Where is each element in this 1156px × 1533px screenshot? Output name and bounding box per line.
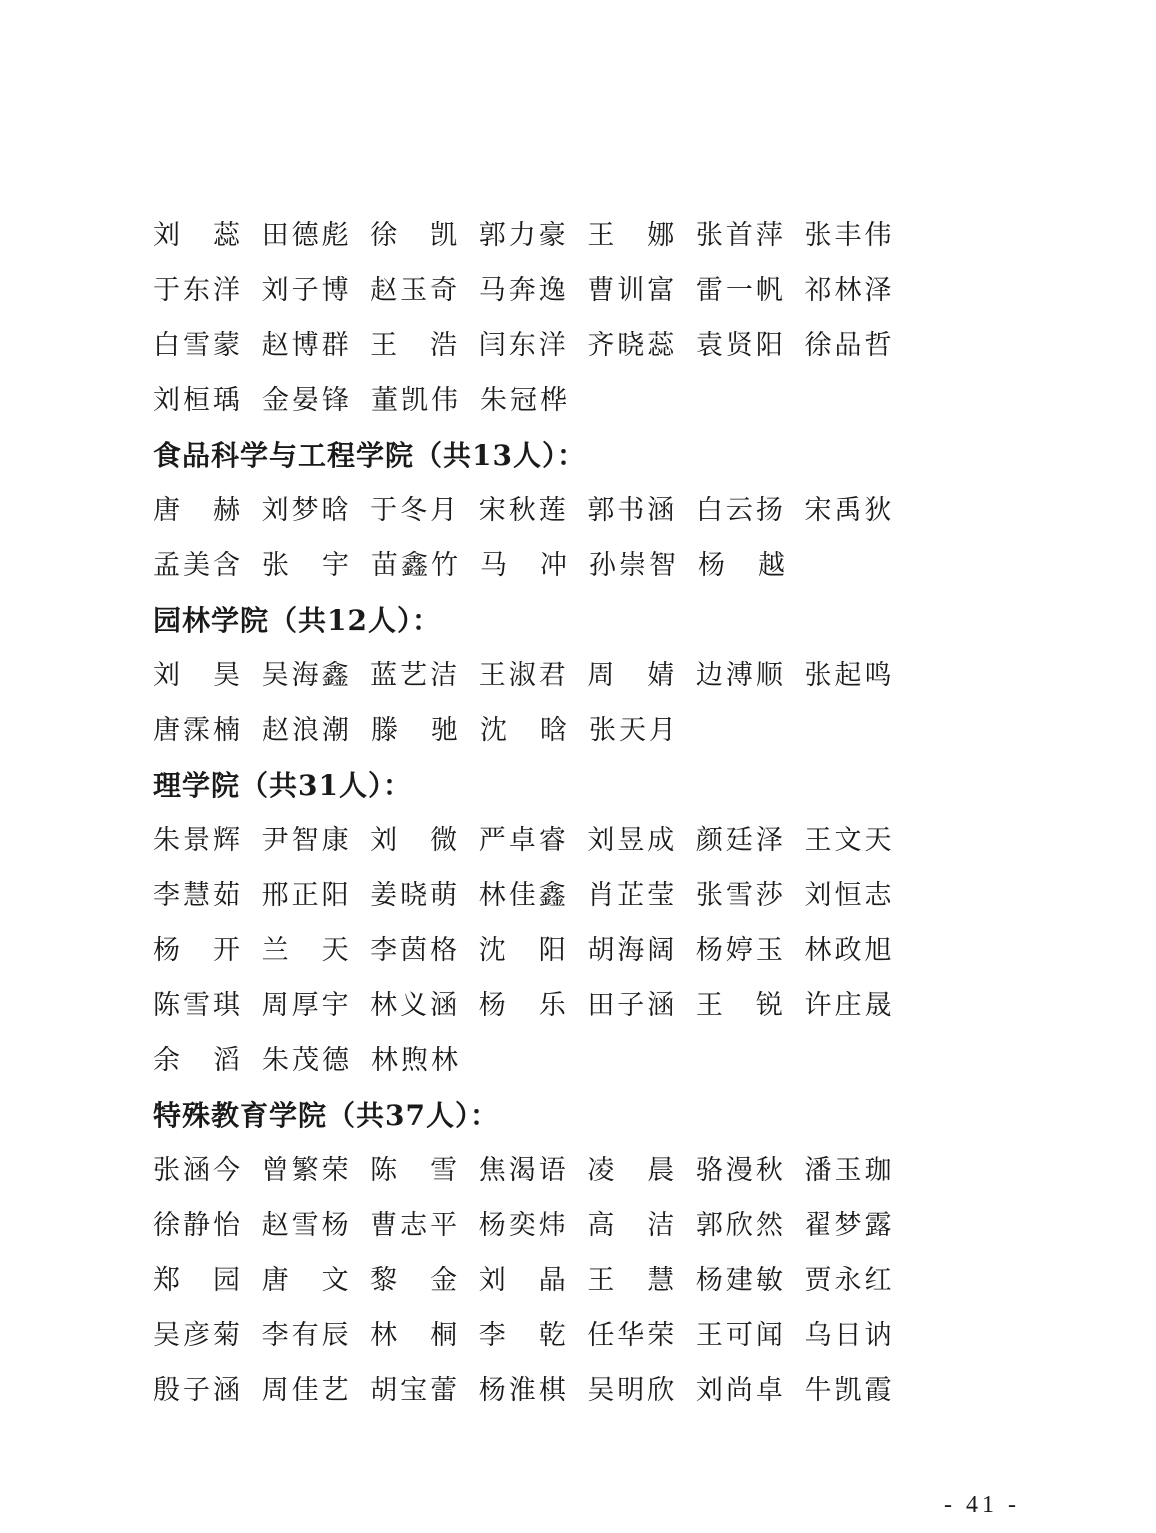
college-heading xyxy=(153,1088,913,1143)
person-name: 吴彦菊 xyxy=(153,1320,243,1351)
person-name: 刘尚卓 xyxy=(695,1375,786,1406)
person-name: 焦渴语 xyxy=(478,1155,569,1186)
person-name: 朱茂德 xyxy=(262,1045,352,1076)
person-name: 马 冲 xyxy=(480,550,570,581)
person-name: 任华荣 xyxy=(587,1320,678,1351)
person-name: 沈 阳 xyxy=(478,935,569,966)
name-row xyxy=(153,1308,913,1363)
person-name: 乌日讷 xyxy=(804,1320,895,1351)
person-name: 沈 晗 xyxy=(480,715,570,746)
person-name: 林政旭 xyxy=(804,935,895,966)
person-name: 李茵格 xyxy=(370,935,461,966)
person-name: 张首萍 xyxy=(695,220,786,251)
person-name: 王 娜 xyxy=(587,220,678,251)
name-row xyxy=(153,1033,913,1088)
person-name: 郭欣然 xyxy=(695,1210,786,1241)
person-name: 边溥顺 xyxy=(695,660,786,691)
person-name: 闫东洋 xyxy=(478,330,569,361)
person-name: 胡海阔 xyxy=(587,935,678,966)
name-row xyxy=(153,538,913,593)
person-name: 刘恒志 xyxy=(804,880,895,911)
person-name: 金晏锋 xyxy=(262,385,352,416)
person-name: 杨建敏 xyxy=(695,1265,786,1296)
person-name: 宋秋莲 xyxy=(478,495,569,526)
person-name: 白云扬 xyxy=(695,495,786,526)
person-name: 唐 文 xyxy=(261,1265,352,1296)
person-name: 杨奕炜 xyxy=(478,1210,569,1241)
person-name: 曹志平 xyxy=(370,1210,461,1241)
person-name: 翟梦露 xyxy=(804,1210,895,1241)
person-name: 周厚宇 xyxy=(261,990,352,1021)
person-name: 潘玉珈 xyxy=(804,1155,895,1186)
person-name: 李有辰 xyxy=(261,1320,352,1351)
person-name: 吴明欣 xyxy=(587,1375,678,1406)
person-name: 李 乾 xyxy=(478,1320,569,1351)
person-name: 唐霂楠 xyxy=(153,715,243,746)
person-name: 林佳鑫 xyxy=(478,880,569,911)
person-name: 田子涵 xyxy=(587,990,678,1021)
person-name: 孟美含 xyxy=(153,550,243,581)
name-row xyxy=(153,648,913,703)
person-name: 姜晓萌 xyxy=(370,880,461,911)
person-name: 刘 蕊 xyxy=(153,220,243,251)
person-name: 张 宇 xyxy=(262,550,352,581)
person-name: 朱冠桦 xyxy=(480,385,570,416)
name-row xyxy=(153,1198,913,1253)
name-row xyxy=(153,868,913,923)
person-name: 郑 园 xyxy=(153,1265,243,1296)
name-row xyxy=(153,813,913,868)
person-name: 兰 天 xyxy=(261,935,352,966)
name-row xyxy=(153,263,913,318)
person-name: 刘 晶 xyxy=(478,1265,569,1296)
person-name: 林 桐 xyxy=(370,1320,461,1351)
person-name: 王文天 xyxy=(804,825,895,856)
person-name: 殷子涵 xyxy=(153,1375,243,1406)
person-name: 刘梦晗 xyxy=(261,495,352,526)
person-name: 张起鸣 xyxy=(804,660,895,691)
person-name: 邢正阳 xyxy=(261,880,352,911)
person-name: 雷一帆 xyxy=(695,275,786,306)
college-heading-text: 理学院（共31人）： xyxy=(153,769,412,802)
person-name: 余 滔 xyxy=(153,1045,243,1076)
person-name: 严卓睿 xyxy=(478,825,569,856)
name-row xyxy=(153,923,913,978)
person-name: 陈雪琪 xyxy=(153,990,243,1021)
page-number: - 41 - xyxy=(944,1492,1020,1518)
person-name: 王 慧 xyxy=(587,1265,678,1296)
person-name: 王可闻 xyxy=(695,1320,786,1351)
person-name: 曾繁荣 xyxy=(261,1155,352,1186)
person-name: 滕 驰 xyxy=(371,715,461,746)
name-row xyxy=(153,1143,913,1198)
college-heading xyxy=(153,758,913,813)
person-name: 于东洋 xyxy=(153,275,243,306)
person-name: 蓝艺洁 xyxy=(370,660,461,691)
college-heading xyxy=(153,428,913,483)
name-row xyxy=(153,373,913,428)
name-row xyxy=(153,703,913,758)
name-row xyxy=(153,1363,913,1418)
college-heading-text: 园林学院（共12人）： xyxy=(153,604,441,637)
person-name: 王淑君 xyxy=(478,660,569,691)
name-row xyxy=(153,208,913,263)
person-name: 祁林泽 xyxy=(804,275,895,306)
person-name: 黎 金 xyxy=(370,1265,461,1296)
person-name: 凌 晨 xyxy=(587,1155,678,1186)
person-name: 徐品哲 xyxy=(804,330,895,361)
person-name: 于冬月 xyxy=(370,495,461,526)
person-name: 孙崇智 xyxy=(589,550,679,581)
name-list-section xyxy=(153,208,913,1418)
name-row xyxy=(153,483,913,538)
person-name: 吴海鑫 xyxy=(261,660,352,691)
person-name: 赵玉奇 xyxy=(370,275,461,306)
person-name: 杨淮棋 xyxy=(478,1375,569,1406)
person-name: 林煦林 xyxy=(371,1045,461,1076)
person-name: 刘子博 xyxy=(261,275,352,306)
person-name: 刘 昊 xyxy=(153,660,243,691)
person-name: 杨 越 xyxy=(698,550,788,581)
person-name: 董凯伟 xyxy=(371,385,461,416)
person-name: 赵浪潮 xyxy=(262,715,352,746)
person-name: 牛凯霞 xyxy=(804,1375,895,1406)
person-name: 李慧茹 xyxy=(153,880,243,911)
person-name: 杨 开 xyxy=(153,935,243,966)
name-row xyxy=(153,318,913,373)
person-name: 徐静怡 xyxy=(153,1210,243,1241)
college-heading-text: 特殊教育学院（共37人）： xyxy=(153,1099,499,1132)
person-name: 王 浩 xyxy=(370,330,461,361)
person-name: 张天月 xyxy=(589,715,679,746)
person-name: 林义涵 xyxy=(370,990,461,1021)
person-name: 苗鑫竹 xyxy=(371,550,461,581)
person-name: 朱景辉 xyxy=(153,825,243,856)
name-row xyxy=(153,1253,913,1308)
person-name: 徐 凯 xyxy=(370,220,461,251)
person-name: 马奔逸 xyxy=(478,275,569,306)
person-name: 陈 雪 xyxy=(370,1155,461,1186)
person-name: 颜廷泽 xyxy=(695,825,786,856)
person-name: 张雪莎 xyxy=(695,880,786,911)
person-name: 许庄晟 xyxy=(804,990,895,1021)
person-name: 赵博群 xyxy=(261,330,352,361)
person-name: 胡宝蕾 xyxy=(370,1375,461,1406)
person-name: 白雪蒙 xyxy=(153,330,243,361)
person-name: 高 洁 xyxy=(587,1210,678,1241)
person-name: 郭书涵 xyxy=(587,495,678,526)
person-name: 宋禹狄 xyxy=(804,495,895,526)
person-name: 郭力豪 xyxy=(478,220,569,251)
person-name: 肖芷莹 xyxy=(587,880,678,911)
person-name: 周佳艺 xyxy=(261,1375,352,1406)
person-name: 唐 赫 xyxy=(153,495,243,526)
person-name: 刘 微 xyxy=(370,825,461,856)
person-name: 赵雪杨 xyxy=(261,1210,352,1241)
person-name: 骆漫秋 xyxy=(695,1155,786,1186)
person-name: 王 锐 xyxy=(695,990,786,1021)
person-name: 齐晓蕊 xyxy=(587,330,678,361)
person-name: 杨婷玉 xyxy=(695,935,786,966)
college-heading xyxy=(153,593,913,648)
person-name: 刘昱成 xyxy=(587,825,678,856)
person-name: 田德彪 xyxy=(261,220,352,251)
person-name: 尹智康 xyxy=(261,825,352,856)
person-name: 周 婧 xyxy=(587,660,678,691)
person-name: 张丰伟 xyxy=(804,220,895,251)
person-name: 张涵今 xyxy=(153,1155,243,1186)
name-row xyxy=(153,978,913,1033)
person-name: 贾永红 xyxy=(804,1265,895,1296)
person-name: 杨 乐 xyxy=(478,990,569,1021)
college-heading-text: 食品科学与工程学院（共13人）： xyxy=(153,439,586,472)
person-name: 曹训富 xyxy=(587,275,678,306)
person-name: 袁贤阳 xyxy=(695,330,786,361)
person-name: 刘桓瑀 xyxy=(153,385,243,416)
